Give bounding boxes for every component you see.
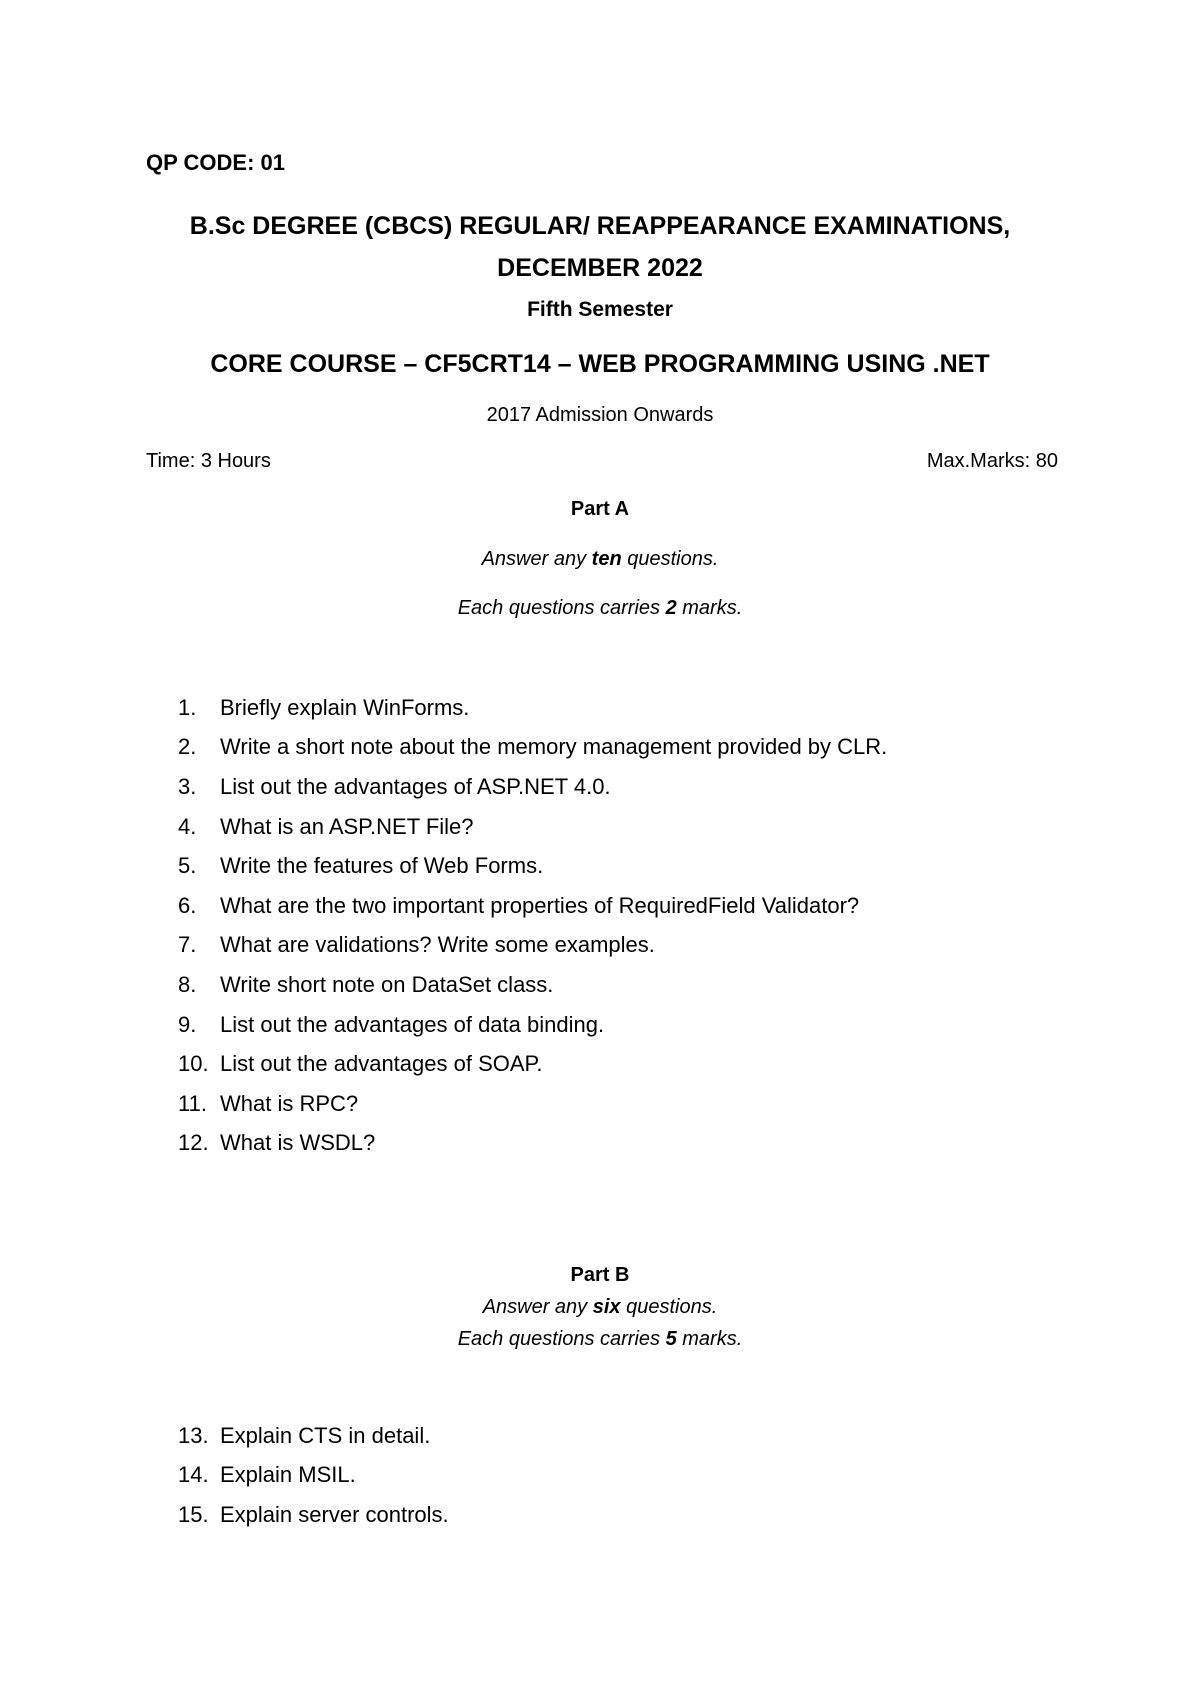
instruction-text: questions.: [621, 548, 719, 570]
question-number: 1.: [178, 694, 197, 720]
degree-title-line1: B.Sc DEGREE (CBCS) REGULAR/ REAPPEARANCE EXAMINATIONS,: [189, 212, 1011, 240]
question-text: Explain MSIL.: [220, 1462, 356, 1488]
instruction-text: marks.: [676, 1328, 743, 1350]
question-item: [178, 807, 887, 847]
degree-title-line2: DECEMBER 2022: [497, 254, 703, 282]
question-item: [178, 767, 887, 807]
question-number: 12.: [178, 1130, 209, 1156]
question-item: [178, 965, 887, 1005]
question-text: List out the advantages of ASP.NET 4.0.: [220, 773, 611, 799]
question-number: 2.: [178, 734, 197, 760]
part-b-instruction-1: [0, 1296, 1200, 1319]
question-text: What are the two important properties of RequiredField Validator?: [220, 892, 860, 918]
instruction-emphasis: 5: [665, 1328, 677, 1350]
question-number: 9.: [178, 1011, 197, 1037]
semester: Fifth Semester: [527, 298, 673, 321]
max-marks: Max.Marks: 80: [926, 450, 1058, 472]
admission-note: 2017 Admission Onwards: [486, 404, 714, 426]
question-item: [178, 728, 887, 768]
part-b-question-list: [178, 1416, 449, 1535]
question-number: 13.: [178, 1422, 209, 1448]
question-item: [178, 1005, 887, 1045]
question-text: What is WSDL?: [220, 1130, 376, 1156]
question-text: List out the advantages of SOAP.: [220, 1051, 543, 1077]
question-number: 10.: [178, 1051, 209, 1077]
part-a-instruction-2: [0, 597, 1200, 620]
question-text: Briefly explain WinForms.: [220, 694, 470, 720]
question-item: [178, 846, 887, 886]
question-text: Write short note on DataSet class.: [220, 971, 554, 997]
part-a-instruction-1: [0, 548, 1200, 571]
question-item: [178, 1416, 449, 1456]
exam-duration: Time: 3 Hours: [146, 450, 271, 472]
question-number: 11.: [178, 1090, 207, 1116]
question-number: 5.: [178, 853, 197, 879]
question-item: [178, 1456, 449, 1496]
degree-title: [0, 205, 1200, 289]
part-a-title: Part A: [570, 498, 630, 520]
instruction-emphasis: 2: [665, 597, 677, 619]
question-text: Write the features of Web Forms.: [220, 853, 544, 879]
question-number: 3.: [178, 773, 197, 799]
question-item: [178, 1495, 449, 1535]
question-number: 7.: [178, 932, 197, 958]
question-text: List out the advantages of data binding.: [220, 1011, 605, 1037]
question-item: [178, 688, 887, 728]
part-b-instruction-2: [0, 1328, 1200, 1351]
question-text: What are validations? Write some examples.: [220, 932, 655, 958]
question-number: 4.: [178, 813, 197, 839]
question-text: Explain server controls.: [220, 1501, 449, 1527]
question-number: 8.: [178, 971, 197, 997]
question-text: What is an ASP.NET File?: [220, 813, 474, 839]
instruction-emphasis: six: [592, 1296, 621, 1318]
instruction-text: Answer any: [482, 1296, 593, 1318]
question-text: Write a short note about the memory management provided by CLR.: [220, 734, 888, 760]
question-number: 15.: [178, 1501, 209, 1527]
question-item: [178, 1044, 887, 1084]
question-item: [178, 926, 887, 966]
qp-code: QP CODE: 01: [146, 150, 285, 175]
course-title: CORE COURSE – CF5CRT14 – WEB PROGRAMMING USING .NET: [210, 350, 990, 378]
question-item: [178, 1124, 887, 1164]
instruction-text: Answer any: [481, 548, 592, 570]
question-text: What is RPC?: [220, 1090, 359, 1116]
question-number: 6.: [178, 892, 197, 918]
question-text: Explain CTS in detail.: [220, 1422, 431, 1448]
instruction-text: Each questions carries: [457, 597, 666, 619]
instruction-text: Each questions carries: [457, 1328, 666, 1350]
part-a-question-list: [178, 688, 887, 1163]
part-b-title: Part B: [570, 1264, 630, 1286]
instruction-text: marks.: [676, 597, 743, 619]
instruction-emphasis: ten: [591, 548, 622, 570]
question-number: 14.: [178, 1462, 209, 1488]
question-item: [178, 886, 887, 926]
instruction-text: questions.: [620, 1296, 718, 1318]
question-item: [178, 1084, 887, 1124]
